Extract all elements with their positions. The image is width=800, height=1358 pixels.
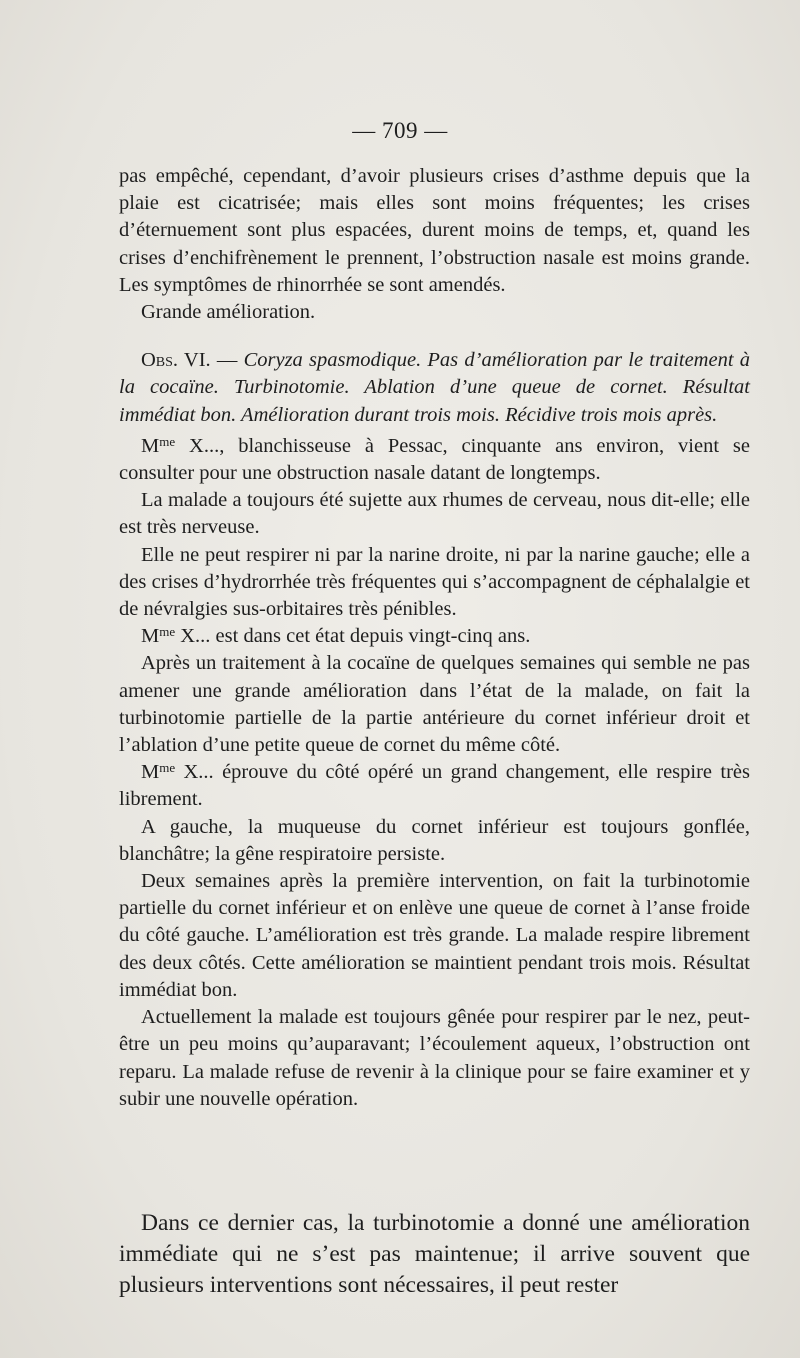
conclusion-text [119, 1208, 750, 1301]
title-prefix: M [141, 625, 160, 648]
paragraph-treatment: Après un traitement à la cocaïne de quelques semaines qui semble ne pas amener une grande amélioration dans l’état de la malade, on fait la turbinotomie partielle de la partie antérieure du cornet inférieur droit et l’ablation d’une petite queue de cornet du même côté. [119, 652, 750, 757]
title-superscript: me [159, 624, 176, 640]
paragraph-symptoms: Elle ne peut respirer ni par la narine droite, ni par la narine gauche; elle a des crises d’hydrorrhée très fréquentes qui s’accompagnent de céphalalgie et de névralgies sus-orbitaires très pénibles. [119, 543, 750, 621]
observation-dash: — [210, 349, 244, 372]
observation-title: Coryza spasmodique. Pas d’amélioration par le traitement à la cocaïne. Turbinotomie. Ablation d’une queue de cornet. Résultat immédiat bon. Amélioration durant trois mois. Récidive trois mois après. [119, 349, 750, 426]
paragraph-text: X..., blanchisseuse à Pessac, cinquante ans environ, vient se consulter pour une obstruction nasale datant de longtemps. [119, 434, 750, 485]
body-text [119, 163, 750, 1113]
title-prefix: M [141, 761, 160, 784]
paragraph-second-intervention: Deux semaines après la première intervention, on fait la turbinotomie partielle du cornet inférieur et on enlève une queue de cornet à l’anse froide du côté gauche. L’amélioration est très grande. La malade respire librement des deux côtés. Cette amélioration se maintient pendant trois mois. Résultat immédiat bon. [119, 870, 750, 1001]
paragraph-text: X... est dans cet état depuis vingt-cinq ans. [175, 625, 531, 648]
paragraph-continuation: pas empêché, cependant, d’avoir plusieurs crises d’asthme depuis que la plaie est cicatrisée; mais elles sont moins fréquentes; les crises d’éternuement sont plus espacées, durent moins de temps, et, quand les crises d’enchifrènement le prennent, l’obstruction nasale est moins grande. Les symptômes de rhinorrhée se sont amendés. [119, 165, 750, 296]
title-prefix: M [141, 434, 160, 457]
paragraph-patient-intro [119, 433, 750, 487]
title-superscript: me [159, 760, 176, 776]
paragraph-conclusion: Dans ce dernier cas, la turbinotomie a donné une amélioration immédiate qui ne s’est pas maintenue; il arrive souvent que plusieurs interventions sont nécessaires, il peut rester [119, 1210, 750, 1298]
paragraph-current-state: Actuellement la malade est toujours gênée pour respirer par le nez, peut-être un peu moins qu’auparavant; l’écoulement aqueux, l’obstruction ont reparu. La malade refuse de revenir à la clinique pour se faire examiner et y subir une nouvelle opération. [119, 1006, 750, 1110]
paragraph-history: La malade a toujours été sujette aux rhumes de cerveau, nous dit-elle; elle est très nerveuse. [119, 489, 750, 539]
paragraph-grande-amelioration: Grande amélioration. [141, 301, 316, 324]
paragraph-duration [119, 623, 750, 650]
paragraph-result-right [119, 759, 750, 813]
paragraph-text: X... éprouve du côté opéré un grand changement, elle respire très librement. [119, 761, 750, 811]
paragraph-left-side: A gauche, la muqueuse du cornet inférieur est toujours gonflée, blanchâtre; la gêne respiratoire persiste. [119, 815, 750, 865]
observation-label: Obs. VI. [141, 349, 211, 372]
observation-heading [119, 347, 750, 429]
page-number: — 709 — [352, 118, 448, 143]
title-superscript: me [159, 433, 176, 449]
